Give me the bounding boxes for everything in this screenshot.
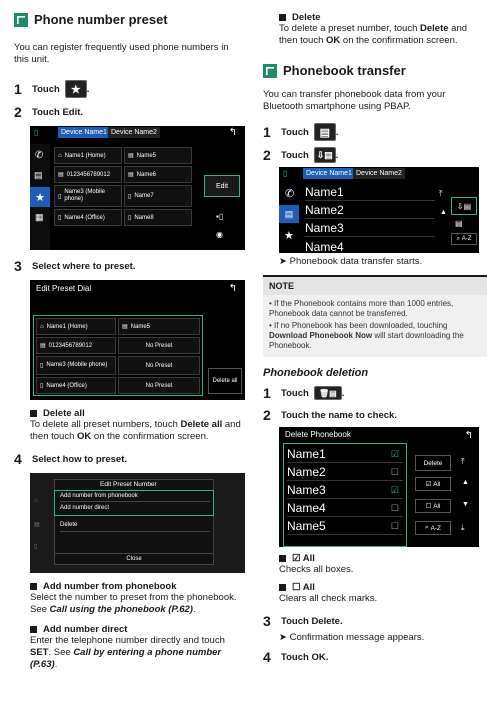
tab-device-2[interactable]: Device Name2: [353, 168, 405, 179]
all-off-desc: Clears all check marks.: [279, 593, 378, 604]
transfer-title: Phonebook transfer: [263, 63, 487, 79]
screen-title: Edit Preset Dial: [36, 284, 92, 293]
preset-cell[interactable]: No Preset: [118, 356, 200, 375]
checkbox-checked-icon: ☑: [425, 481, 432, 488]
all-on-desc: Checks all boxes.: [279, 564, 354, 575]
preset-cell[interactable]: ▯ Name7: [124, 185, 192, 207]
star-icon[interactable]: ★: [284, 230, 294, 242]
phonebook-screen: [279, 167, 479, 253]
preset-cell[interactable]: ▤ 0123456789012: [36, 337, 116, 354]
back-icon[interactable]: ↰: [464, 430, 473, 441]
preset-cell[interactable]: ⌂ Name1 (Home): [36, 318, 116, 335]
scroll-top-icon[interactable]: ⤒: [461, 457, 465, 466]
checkbox-icon[interactable]: ☐: [390, 502, 399, 513]
delete-all-button[interactable]: Delete all: [208, 368, 242, 394]
contact-row[interactable]: Name3: [305, 220, 435, 237]
contact-row[interactable]: Name5 ☐: [287, 518, 403, 535]
section-marker-icon: [14, 13, 28, 27]
section-marker-icon: [263, 64, 277, 78]
preset-cell[interactable]: ⌂ Name1 (Home): [54, 147, 122, 164]
checkbox-icon: ☐: [425, 503, 432, 510]
uncheck-all-button[interactable]: ☐ All: [415, 499, 451, 513]
close-button[interactable]: Close: [54, 553, 214, 565]
from-phonebook-heading: Add number from phonebook: [30, 581, 242, 592]
phonebook-tab-icon[interactable]: ▤: [279, 205, 299, 223]
step-1: 1 Touch ★ .: [14, 81, 90, 97]
trash-phonebook-icon: 🗑▤: [318, 388, 337, 398]
tab-device-2[interactable]: Device Name2: [108, 127, 160, 138]
star-tab-icon[interactable]: ★: [30, 187, 50, 207]
scroll-up-icon[interactable]: ▲: [462, 479, 469, 486]
back-icon[interactable]: ↰: [228, 283, 237, 294]
device-icon[interactable]: ▪▯: [216, 212, 224, 221]
checkbox-icon[interactable]: ☐: [390, 520, 399, 531]
phone-status-icon: ▯: [34, 128, 39, 137]
step-3: 3 Select where to preset.: [14, 258, 136, 274]
checkbox-icon[interactable]: ☐: [390, 466, 399, 477]
add-direct-option[interactable]: Add number direct: [60, 505, 110, 511]
contact-row[interactable]: Name2: [305, 202, 435, 219]
download-button[interactable]: [451, 197, 477, 215]
star-preset-button[interactable]: [65, 80, 87, 98]
preset-cell[interactable]: ▯ Name4 (Office): [54, 209, 122, 226]
delete-all-text: To delete all preset numbers, touch Delete all and then touch OK on the confirmation screen.: [30, 419, 241, 442]
preset-cell[interactable]: No Preset: [118, 337, 200, 354]
download-icon: ⇩▤: [456, 201, 472, 211]
preset-cell[interactable]: ▯ Name3 (Mobile phone): [36, 356, 116, 375]
delete-text: To delete a preset number, touch Delete and then touch OK on the confirmation screen.: [279, 23, 468, 46]
preset-cell[interactable]: ▯ Name8: [124, 209, 192, 226]
direct-heading: Add number direct: [30, 624, 242, 635]
preset-cell[interactable]: ▤ Name6: [124, 166, 192, 183]
delete-phonebook-screen: [279, 427, 479, 547]
edit-button[interactable]: Edit: [204, 175, 240, 197]
left-column: [14, 0, 242, 671]
screen-title: Delete Phonebook: [285, 430, 351, 439]
edit-preset-screen: [30, 280, 245, 400]
edit-preset-number-screen: [30, 473, 245, 573]
az-search-button[interactable]: ⌕ A-Z: [451, 233, 477, 245]
phone-status-icon: ▯: [283, 169, 288, 178]
contact-row[interactable]: Name4 ☐: [287, 500, 403, 517]
handset-icon[interactable]: ✆: [35, 150, 44, 161]
delete-phonebook-button[interactable]: [314, 386, 342, 400]
note-body: • If the Phonebook contains more than 1000 entries, Phonebook data cannot be transferred. • If no Phonebook has been downloaded, touching Download Phonebook Now will start downloading the Phonebook.: [269, 299, 464, 350]
scroll-down-icon[interactable]: ▼: [462, 501, 469, 508]
deletion-result: ➤ Confirmation message appears.: [279, 632, 425, 643]
delete-all-heading: Delete all: [30, 408, 242, 419]
transfer-step-2: 2 Touch ⇩▤ .: [263, 147, 339, 163]
deletion-step-3: 3 Touch Delete .: [263, 613, 343, 629]
all-off-heading: ☐ All: [279, 582, 487, 593]
search-icon: ⌕: [425, 524, 429, 531]
home-icon: ⌂: [34, 498, 38, 504]
preset-cell[interactable]: ▤ Name5: [124, 147, 192, 164]
phonebook-icon[interactable]: ▤: [34, 170, 43, 180]
from-phonebook-text: Select the number to preset from the phonebook. See Call using the phonebook (P.62).: [30, 592, 237, 615]
right-column: [263, 0, 487, 665]
phonebook-settings-icon[interactable]: ▤: [455, 219, 463, 228]
tab-device-1[interactable]: Device Name1: [58, 127, 110, 138]
tab-device-1[interactable]: Device Name1: [303, 168, 355, 179]
preset-cell[interactable]: ▤ Name5: [118, 318, 200, 335]
section-title: Phone number preset: [14, 12, 242, 28]
preset-cell[interactable]: No Preset: [118, 377, 200, 394]
handset-icon[interactable]: ✆: [285, 188, 295, 200]
az-search-button[interactable]: ⌕ A-Z: [415, 521, 451, 535]
contact-row[interactable]: Name3 ☑: [287, 482, 403, 499]
download-icon: ⇩▤: [316, 149, 333, 160]
deletion-step-1: 1 Touch 🗑▤ .: [263, 385, 345, 401]
note-box: [263, 275, 487, 357]
checkbox-checked-icon[interactable]: ☑: [390, 484, 399, 495]
preset-cell[interactable]: ▯ Name3 (Mobile phone): [54, 185, 122, 207]
contact-row[interactable]: Name4: [305, 239, 344, 253]
step-2: 2 Touch Edit .: [14, 104, 84, 120]
transfer-intro: You can transfer phonebook data from your Bluetooth smartphone using PBAP.: [263, 89, 446, 112]
search-icon: ⌕: [456, 235, 461, 242]
all-on-heading: ☑ All: [279, 553, 487, 564]
preset-screen: [30, 126, 245, 250]
mobile-icon: ▯: [34, 544, 38, 550]
transfer-result: ➤ Phonebook data transfer starts.: [279, 256, 423, 267]
add-from-phonebook-option[interactable]: Add number from phonebook: [60, 493, 210, 502]
star-icon: ★: [70, 83, 81, 96]
preset-cell[interactable]: ▯ Name4 (Office): [36, 377, 116, 394]
back-icon[interactable]: ↰: [228, 127, 237, 138]
check-all-button[interactable]: ☑ All: [415, 477, 451, 491]
transfer-step-1: 1 Touch ▤ .: [263, 124, 339, 140]
phonebook-icon: ▤: [319, 126, 330, 139]
contact-row[interactable]: Name1 ☑: [287, 446, 403, 463]
deletion-step-2: 2 Touch the name to check.: [263, 407, 397, 423]
contact-row[interactable]: Name2 ☐: [287, 464, 403, 481]
deletion-title: Phonebook deletion: [263, 367, 369, 379]
contact-row[interactable]: Name1: [305, 184, 435, 201]
step-4: 4 Select how to preset.: [14, 451, 128, 467]
phonebook-button[interactable]: [314, 123, 336, 141]
scroll-top-icon[interactable]: ⤒: [439, 189, 443, 198]
intro-text: You can register frequently used phone numbers in this unit.: [14, 42, 229, 65]
direct-text: Enter the telephone number directly and touch SET. See Call by entering a phone number (P.63).: [30, 635, 225, 670]
scroll-up-icon[interactable]: ▲: [440, 209, 447, 216]
keypad-icon[interactable]: ▦: [35, 212, 44, 222]
note-heading: NOTE: [263, 277, 487, 295]
phonebook-icon: ▤: [34, 522, 40, 528]
voice-icon[interactable]: ◉: [216, 230, 223, 239]
checkbox-checked-icon[interactable]: ☑: [390, 448, 399, 459]
delete-button[interactable]: Delete: [415, 455, 451, 471]
download-phonebook-button[interactable]: [314, 147, 336, 163]
popup-title: Edit Preset Number: [100, 481, 157, 488]
deletion-step-4: 4 Touch OK .: [263, 649, 329, 665]
scroll-bottom-icon[interactable]: ⤓: [461, 523, 465, 532]
delete-heading: Delete: [279, 12, 487, 23]
preset-cell[interactable]: ▤ 0123456789012: [54, 166, 122, 183]
delete-option[interactable]: Delete: [60, 522, 210, 532]
